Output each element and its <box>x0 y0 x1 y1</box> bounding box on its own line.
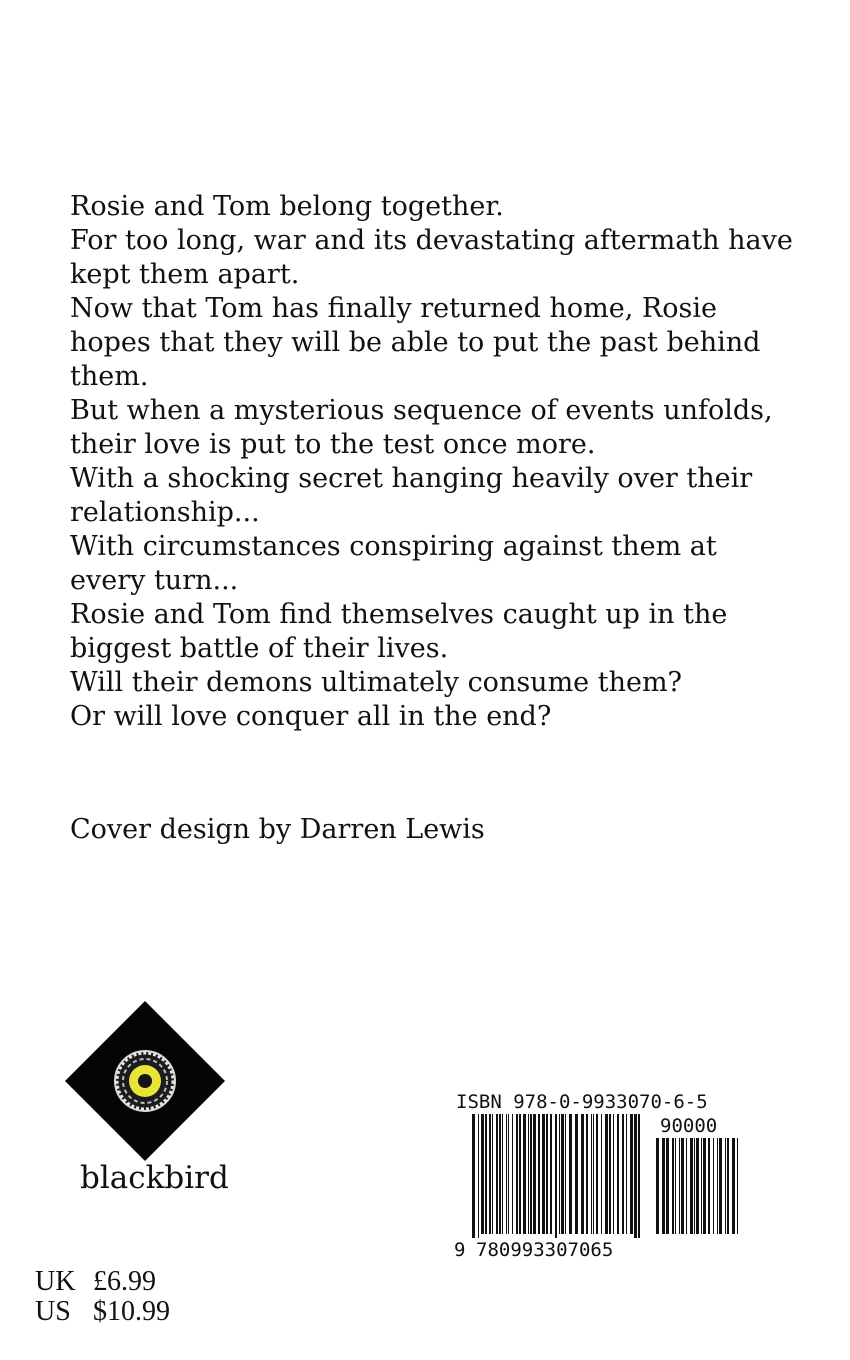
barcode-bar <box>737 1138 738 1234</box>
barcode-bar <box>559 1114 560 1234</box>
barcode-bar <box>542 1114 545 1234</box>
isbn-text: ISBN 978-0-9933070-6-5 <box>456 1091 708 1113</box>
barcode-bar <box>472 1114 475 1238</box>
barcode-bar <box>481 1114 484 1234</box>
price-uk <box>35 1268 156 1296</box>
price-us <box>35 1298 170 1326</box>
barcode-bar <box>502 1114 503 1234</box>
price-uk-value: £6.99 <box>93 1266 156 1297</box>
barcode-bar <box>489 1114 491 1234</box>
barcode-bar <box>617 1114 619 1234</box>
barcode-bar <box>656 1138 659 1234</box>
barcode-bar <box>701 1138 702 1234</box>
back-cover-blurb <box>70 190 800 734</box>
barcode-bar <box>601 1114 602 1234</box>
barcode-bar <box>528 1114 529 1234</box>
barcode-bar <box>719 1138 722 1234</box>
barcode-bar <box>523 1114 526 1234</box>
barcode-bar <box>609 1114 611 1234</box>
barcode-main-bars <box>472 1114 640 1238</box>
price-uk-label: UK <box>35 1266 76 1297</box>
barcode-bar <box>666 1138 669 1234</box>
barcode-bar <box>696 1138 699 1234</box>
barcode-bar <box>593 1114 594 1234</box>
blurb-line: Now that Tom has finally returned home, Rosie hopes that they will be able to put the past behind them. <box>70 293 761 392</box>
barcode-bar <box>596 1114 598 1234</box>
blurb-line: With circumstances conspiring against them at every turn... <box>70 531 717 596</box>
barcode-bar <box>508 1114 509 1234</box>
barcode-bar <box>533 1114 536 1234</box>
add-on-code: 90000 <box>660 1115 718 1137</box>
barcode-bar <box>662 1138 665 1234</box>
barcode-first-digit: 9 <box>454 1239 466 1260</box>
barcode-bar <box>713 1138 714 1234</box>
barcode-bar <box>492 1114 493 1234</box>
blurb-line: Rosie and Tom find themselves caught up in the biggest battle of their lives. <box>70 599 728 664</box>
barcode-bar <box>496 1114 498 1234</box>
barcode-bar <box>530 1114 532 1234</box>
barcode-bar <box>499 1114 501 1234</box>
barcode-bar <box>622 1114 624 1234</box>
barcode-digits: 780993307065 <box>476 1239 614 1260</box>
barcode-bar <box>586 1114 588 1234</box>
barcode-bar <box>703 1138 706 1234</box>
barcode-bar <box>581 1114 584 1234</box>
barcode-bar <box>613 1114 614 1234</box>
barcode-bar <box>591 1114 592 1234</box>
barcode-bar <box>717 1138 718 1234</box>
barcode-bar <box>519 1114 521 1234</box>
barcode-bar <box>725 1138 726 1234</box>
blurb-line: But when a mysterious sequence of events unfolds, their love is put to the test once more. <box>70 395 773 460</box>
barcode-bar <box>506 1114 507 1234</box>
barcode-bar <box>546 1114 548 1234</box>
barcode-addon-bars <box>656 1138 738 1234</box>
blurb-line: Or will love conquer all in the end? <box>70 701 552 732</box>
barcode-bar <box>634 1114 637 1238</box>
barcode-bar <box>569 1114 572 1234</box>
barcode-bar <box>727 1138 729 1234</box>
barcode-bar <box>565 1114 566 1234</box>
publisher-name: blackbird <box>80 1160 229 1196</box>
price-us-value: $10.99 <box>93 1296 170 1327</box>
barcode-bar <box>675 1138 676 1234</box>
barcode-bar <box>630 1114 633 1234</box>
barcode-bar <box>638 1114 640 1238</box>
barcode-bar <box>626 1114 627 1234</box>
barcode-bar <box>550 1114 552 1234</box>
isbn-barcode <box>452 1088 752 1260</box>
barcode-bar <box>485 1114 487 1234</box>
barcode-bar <box>561 1114 564 1234</box>
barcode-bar <box>512 1114 513 1234</box>
blackbird-diamond-logo-icon <box>60 996 230 1166</box>
barcode-bar <box>679 1138 680 1234</box>
blurb-line: With a shocking secret hanging heavily over their relationship... <box>70 463 753 528</box>
barcode-bar <box>681 1138 684 1234</box>
barcode-bar <box>575 1114 578 1234</box>
barcode-bar <box>538 1114 540 1234</box>
barcode-bar <box>732 1138 735 1234</box>
barcode-bar <box>672 1138 674 1234</box>
blurb-line: For too long, war and its devastating aftermath have kept them apart. <box>70 225 793 290</box>
barcode-bar <box>686 1138 687 1234</box>
barcode-bar <box>478 1114 479 1238</box>
barcode-bar <box>708 1138 710 1234</box>
barcode-bar <box>690 1138 693 1234</box>
barcode-bar <box>694 1138 695 1234</box>
barcode-bar <box>555 1114 557 1238</box>
blurb-line: Rosie and Tom belong together. <box>70 191 504 222</box>
barcode-bar <box>516 1114 518 1234</box>
price-us-label: US <box>35 1296 71 1327</box>
barcode-bar <box>605 1114 608 1234</box>
cover-design-credit: Cover design by Darren Lewis <box>70 814 485 845</box>
blurb-line: Will their demons ultimately consume them? <box>70 667 683 698</box>
